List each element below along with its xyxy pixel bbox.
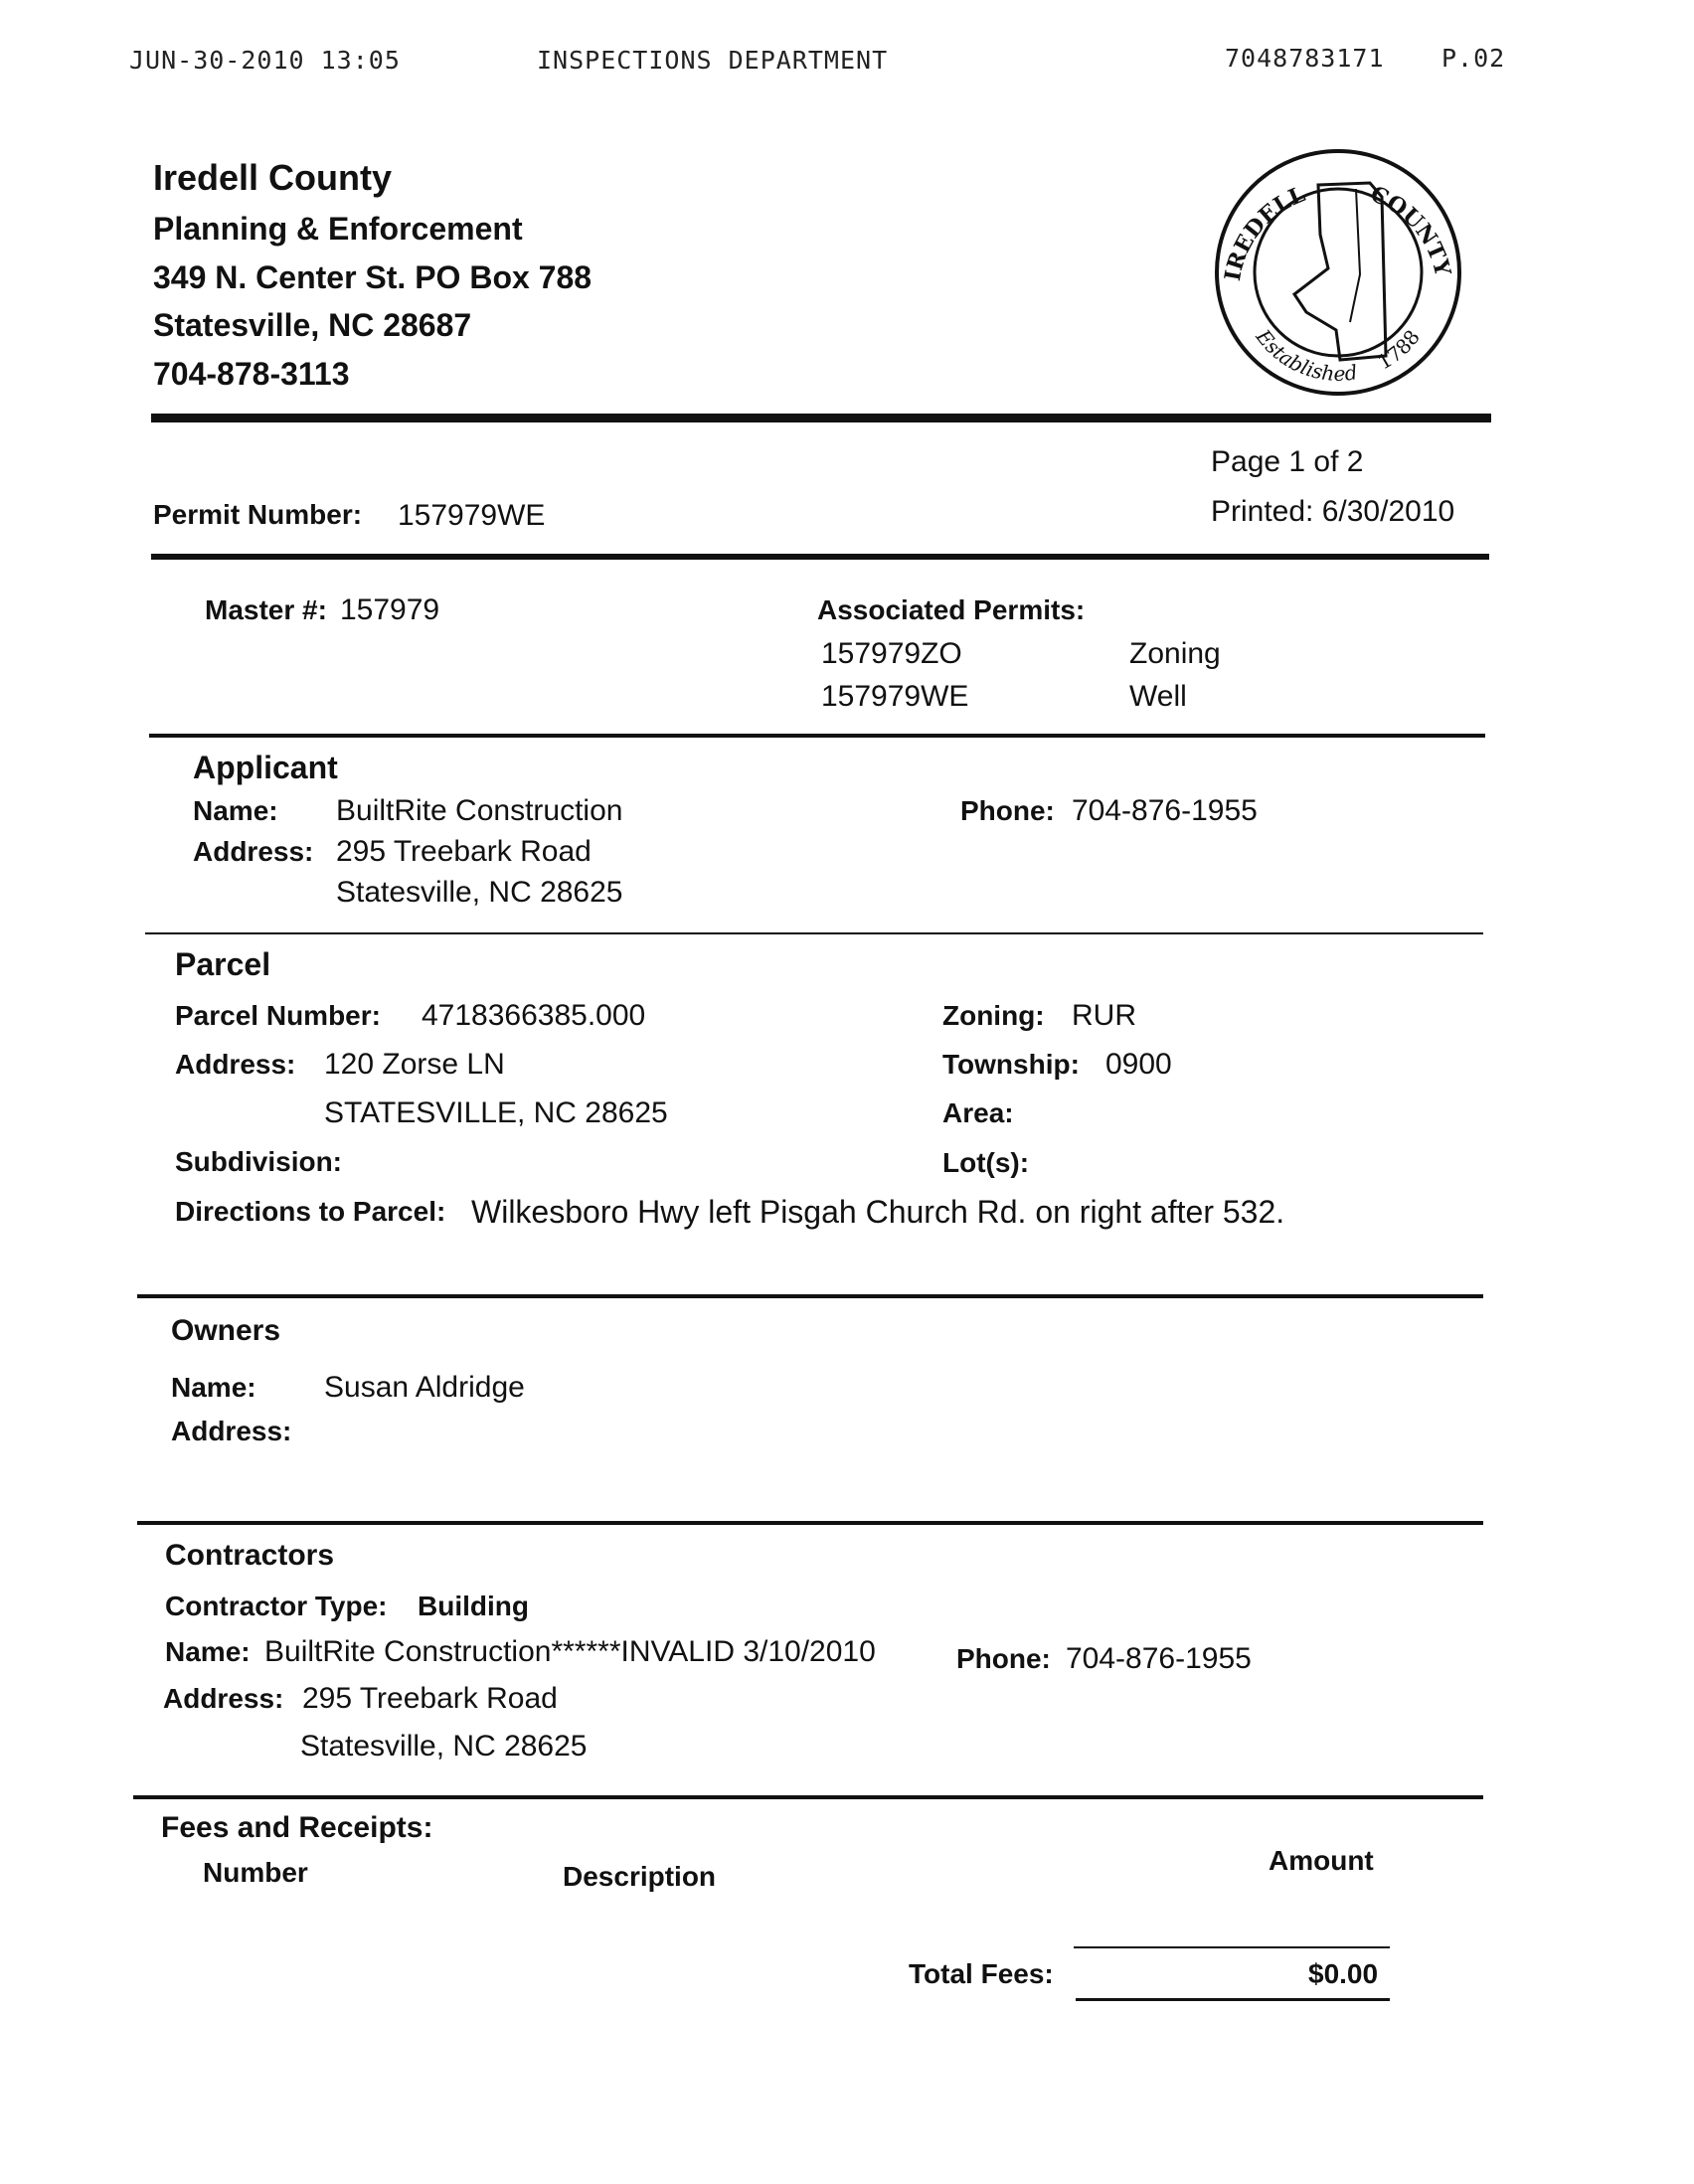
contractor-type-label: Contractor Type:	[165, 1591, 388, 1621]
applicant-phone: 704-876-1955	[1072, 794, 1258, 827]
parcel-number-label: Parcel Number:	[175, 1000, 381, 1031]
office-phone: 704-878-3113	[153, 356, 350, 392]
seal-year: 1788	[1373, 325, 1426, 375]
applicant-address-line2: Statesville, NC 28625	[336, 876, 623, 909]
total-bottom-rule	[1076, 1998, 1390, 2001]
parcel-zoning: RUR	[1072, 999, 1136, 1032]
parcel-township: 0900	[1105, 1048, 1172, 1081]
fax-number: 7048783171	[1225, 44, 1385, 73]
office-street: 349 N. Center St. PO Box 788	[153, 259, 593, 295]
fax-datetime: JUN-30-2010 13:05	[129, 46, 401, 75]
contractors-heading: Contractors	[165, 1539, 335, 1572]
applicant-address-line1: 295 Treebark Road	[336, 835, 592, 868]
directions-text: Wilkesboro Hwy left Pisgah Church Rd. on right after 532.	[471, 1194, 1285, 1230]
directions-label: Directions to Parcel:	[175, 1196, 446, 1227]
permit-number: 157979WE	[398, 499, 546, 532]
permit-number-label: Permit Number:	[153, 499, 363, 530]
county-map-outline	[1294, 183, 1386, 360]
total-fees-label: Total Fees:	[909, 1958, 1054, 1989]
owners-heading: Owners	[171, 1314, 281, 1347]
fees-column-amount: Amount	[1269, 1845, 1374, 1876]
associated-permits-label: Associated Permits:	[817, 594, 1086, 625]
svg-text:IREDELL	[1220, 181, 1309, 282]
contractor-phone: 704-876-1955	[1066, 1642, 1252, 1675]
printed-date: Printed: 6/30/2010	[1211, 495, 1455, 528]
parcel-zoning-label: Zoning:	[942, 1000, 1045, 1031]
parcel-address-line1: 120 Zorse LN	[324, 1048, 505, 1081]
page-count: Page 1 of 2	[1211, 445, 1364, 478]
fax-department: INSPECTIONS DEPARTMENT	[537, 46, 889, 75]
applicant-address-label: Address:	[193, 836, 314, 867]
associated-permit-id: 157979WE	[821, 680, 969, 713]
seal-top-right-text: COUNTY	[1366, 181, 1456, 279]
fax-page: P.02	[1441, 44, 1506, 73]
contractor-address-line1: 295 Treebark Road	[302, 1682, 558, 1715]
section-divider	[137, 1294, 1483, 1298]
parcel-number: 4718366385.000	[422, 999, 646, 1032]
fees-column-number: Number	[203, 1857, 308, 1888]
section-divider	[137, 1521, 1483, 1525]
contractor-address-line2: Statesville, NC 28625	[300, 1730, 588, 1763]
parcel-township-label: Township:	[942, 1049, 1080, 1080]
owner-name-label: Name:	[171, 1372, 256, 1403]
parcel-subdivision-label: Subdivision:	[175, 1146, 342, 1177]
permit-rule	[151, 554, 1489, 560]
seal-bottom-text: Established	[1251, 324, 1359, 386]
applicant-heading: Applicant	[193, 750, 338, 785]
master-number: 157979	[340, 593, 440, 626]
section-divider	[149, 734, 1485, 738]
section-divider	[145, 932, 1483, 934]
associated-permit-type: Well	[1129, 680, 1187, 713]
owner-address-label: Address:	[171, 1416, 292, 1446]
fees-heading: Fees and Receipts:	[161, 1811, 433, 1844]
owner-name: Susan Aldridge	[324, 1371, 525, 1404]
seal-top-left-text: IREDELL	[1219, 181, 1309, 283]
contractor-phone-label: Phone:	[956, 1643, 1051, 1674]
applicant-name: BuiltRite Construction	[336, 794, 623, 827]
county-seal	[1211, 145, 1465, 400]
office-division: Planning & Enforcement	[153, 211, 523, 247]
header-rule	[151, 414, 1491, 422]
parcel-area-label: Area:	[942, 1097, 1014, 1128]
section-divider	[133, 1795, 1483, 1799]
parcel-heading: Parcel	[175, 946, 271, 982]
parcel-address-label: Address:	[175, 1049, 296, 1080]
contractor-name: BuiltRite Construction******INVALID 3/10/2010	[264, 1635, 876, 1668]
office-name: Iredell County	[153, 157, 393, 198]
parcel-address-line2: STATESVILLE, NC 28625	[324, 1096, 668, 1129]
master-label: Master #:	[205, 594, 327, 625]
total-top-rule	[1074, 1946, 1390, 1948]
fees-column-description: Description	[563, 1861, 717, 1892]
svg-text:COUNTY	[1367, 181, 1456, 278]
associated-permit-id: 157979ZO	[821, 637, 962, 670]
contractor-address-label: Address:	[163, 1683, 284, 1714]
applicant-name-label: Name:	[193, 795, 278, 826]
office-city: Statesville, NC 28687	[153, 307, 472, 343]
total-fees-amount: $0.00	[1308, 1958, 1379, 1989]
applicant-phone-label: Phone:	[960, 795, 1055, 826]
parcel-lots-label: Lot(s):	[942, 1147, 1030, 1178]
contractor-name-label: Name:	[165, 1636, 251, 1667]
contractor-type: Building	[418, 1591, 529, 1621]
associated-permit-type: Zoning	[1129, 637, 1221, 670]
